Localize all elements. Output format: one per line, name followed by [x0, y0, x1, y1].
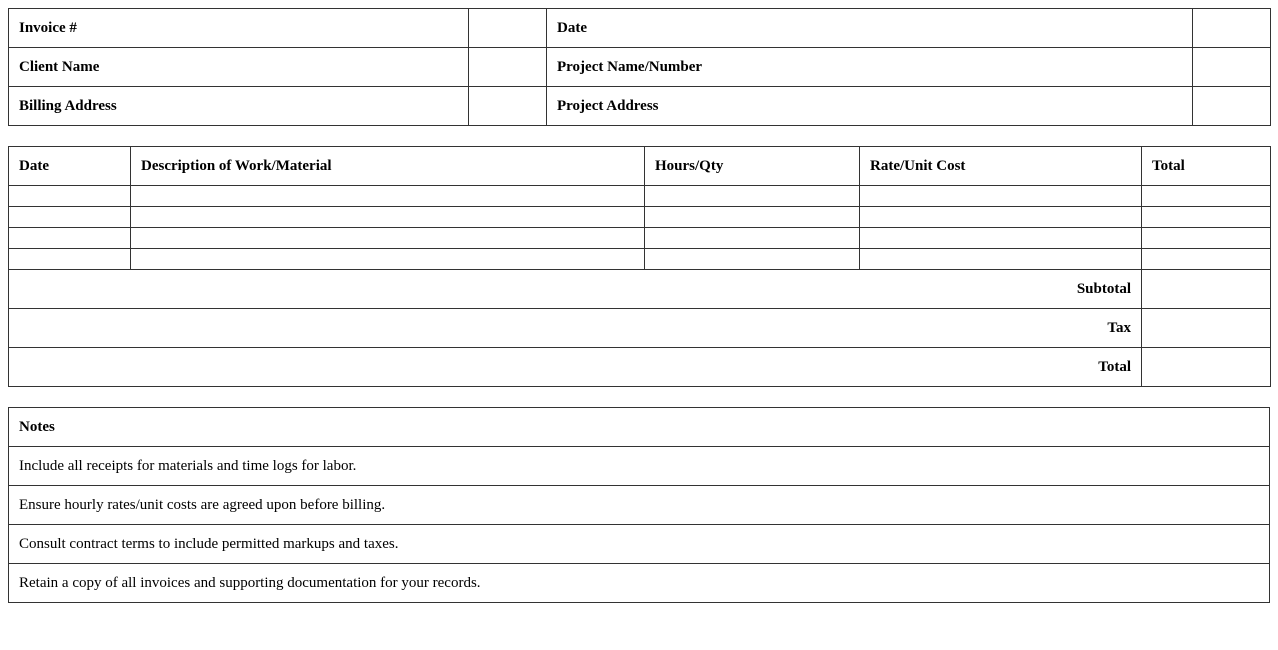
note-line: Ensure hourly rates/unit costs are agreed upon before billing.	[9, 486, 1270, 525]
note-line: Consult contract terms to include permitted markups and taxes.	[9, 525, 1270, 564]
billing-address-value[interactable]	[469, 87, 547, 126]
project-address-label: Project Address	[547, 87, 1193, 126]
line-item-rate-cell[interactable]	[860, 228, 1142, 249]
line-item-description-cell[interactable]	[131, 186, 645, 207]
line-item-date-cell[interactable]	[9, 207, 131, 228]
invoice-info-table	[8, 8, 1271, 126]
line-item-description-cell[interactable]	[131, 228, 645, 249]
client-name-label: Client Name	[9, 48, 469, 87]
line-item-row	[9, 207, 1271, 228]
subtotal-value[interactable]	[1142, 270, 1271, 309]
line-item-date-cell[interactable]	[9, 228, 131, 249]
client-name-value[interactable]	[469, 48, 547, 87]
line-items-table	[8, 146, 1271, 387]
tax-label: Tax	[9, 309, 1142, 348]
project-name-label: Project Name/Number	[547, 48, 1193, 87]
header-date: Date	[9, 147, 131, 186]
line-item-row	[9, 186, 1271, 207]
note-line: Retain a copy of all invoices and supporting documentation for your records.	[9, 564, 1270, 603]
line-item-total-cell[interactable]	[1142, 228, 1271, 249]
line-item-date-cell[interactable]	[9, 186, 131, 207]
line-item-rate-cell[interactable]	[860, 186, 1142, 207]
line-item-description-cell[interactable]	[131, 207, 645, 228]
line-item-row	[9, 228, 1271, 249]
date-label: Date	[547, 9, 1193, 48]
total-label: Total	[9, 348, 1142, 387]
line-item-row	[9, 249, 1271, 270]
line-item-hours-qty-cell[interactable]	[645, 249, 860, 270]
project-address-value[interactable]	[1193, 87, 1271, 126]
line-item-hours-qty-cell[interactable]	[645, 186, 860, 207]
date-value[interactable]	[1193, 9, 1271, 48]
line-item-description-cell[interactable]	[131, 249, 645, 270]
header-total: Total	[1142, 147, 1271, 186]
notes-title: Notes	[9, 408, 1270, 447]
project-name-value[interactable]	[1193, 48, 1271, 87]
header-hours-qty: Hours/Qty	[645, 147, 860, 186]
line-item-rate-cell[interactable]	[860, 207, 1142, 228]
line-item-total-cell[interactable]	[1142, 207, 1271, 228]
line-item-total-cell[interactable]	[1142, 249, 1271, 270]
line-item-hours-qty-cell[interactable]	[645, 228, 860, 249]
note-line: Include all receipts for materials and time logs for labor.	[9, 447, 1270, 486]
notes-table	[8, 407, 1270, 603]
total-value[interactable]	[1142, 348, 1271, 387]
line-item-total-cell[interactable]	[1142, 186, 1271, 207]
invoice-number-label: Invoice #	[9, 9, 469, 48]
billing-address-label: Billing Address	[9, 87, 469, 126]
line-item-hours-qty-cell[interactable]	[645, 207, 860, 228]
header-rate: Rate/Unit Cost	[860, 147, 1142, 186]
line-item-rate-cell[interactable]	[860, 249, 1142, 270]
line-item-date-cell[interactable]	[9, 249, 131, 270]
tax-value[interactable]	[1142, 309, 1271, 348]
header-description: Description of Work/Material	[131, 147, 645, 186]
invoice-number-value[interactable]	[469, 9, 547, 48]
subtotal-label: Subtotal	[9, 270, 1142, 309]
